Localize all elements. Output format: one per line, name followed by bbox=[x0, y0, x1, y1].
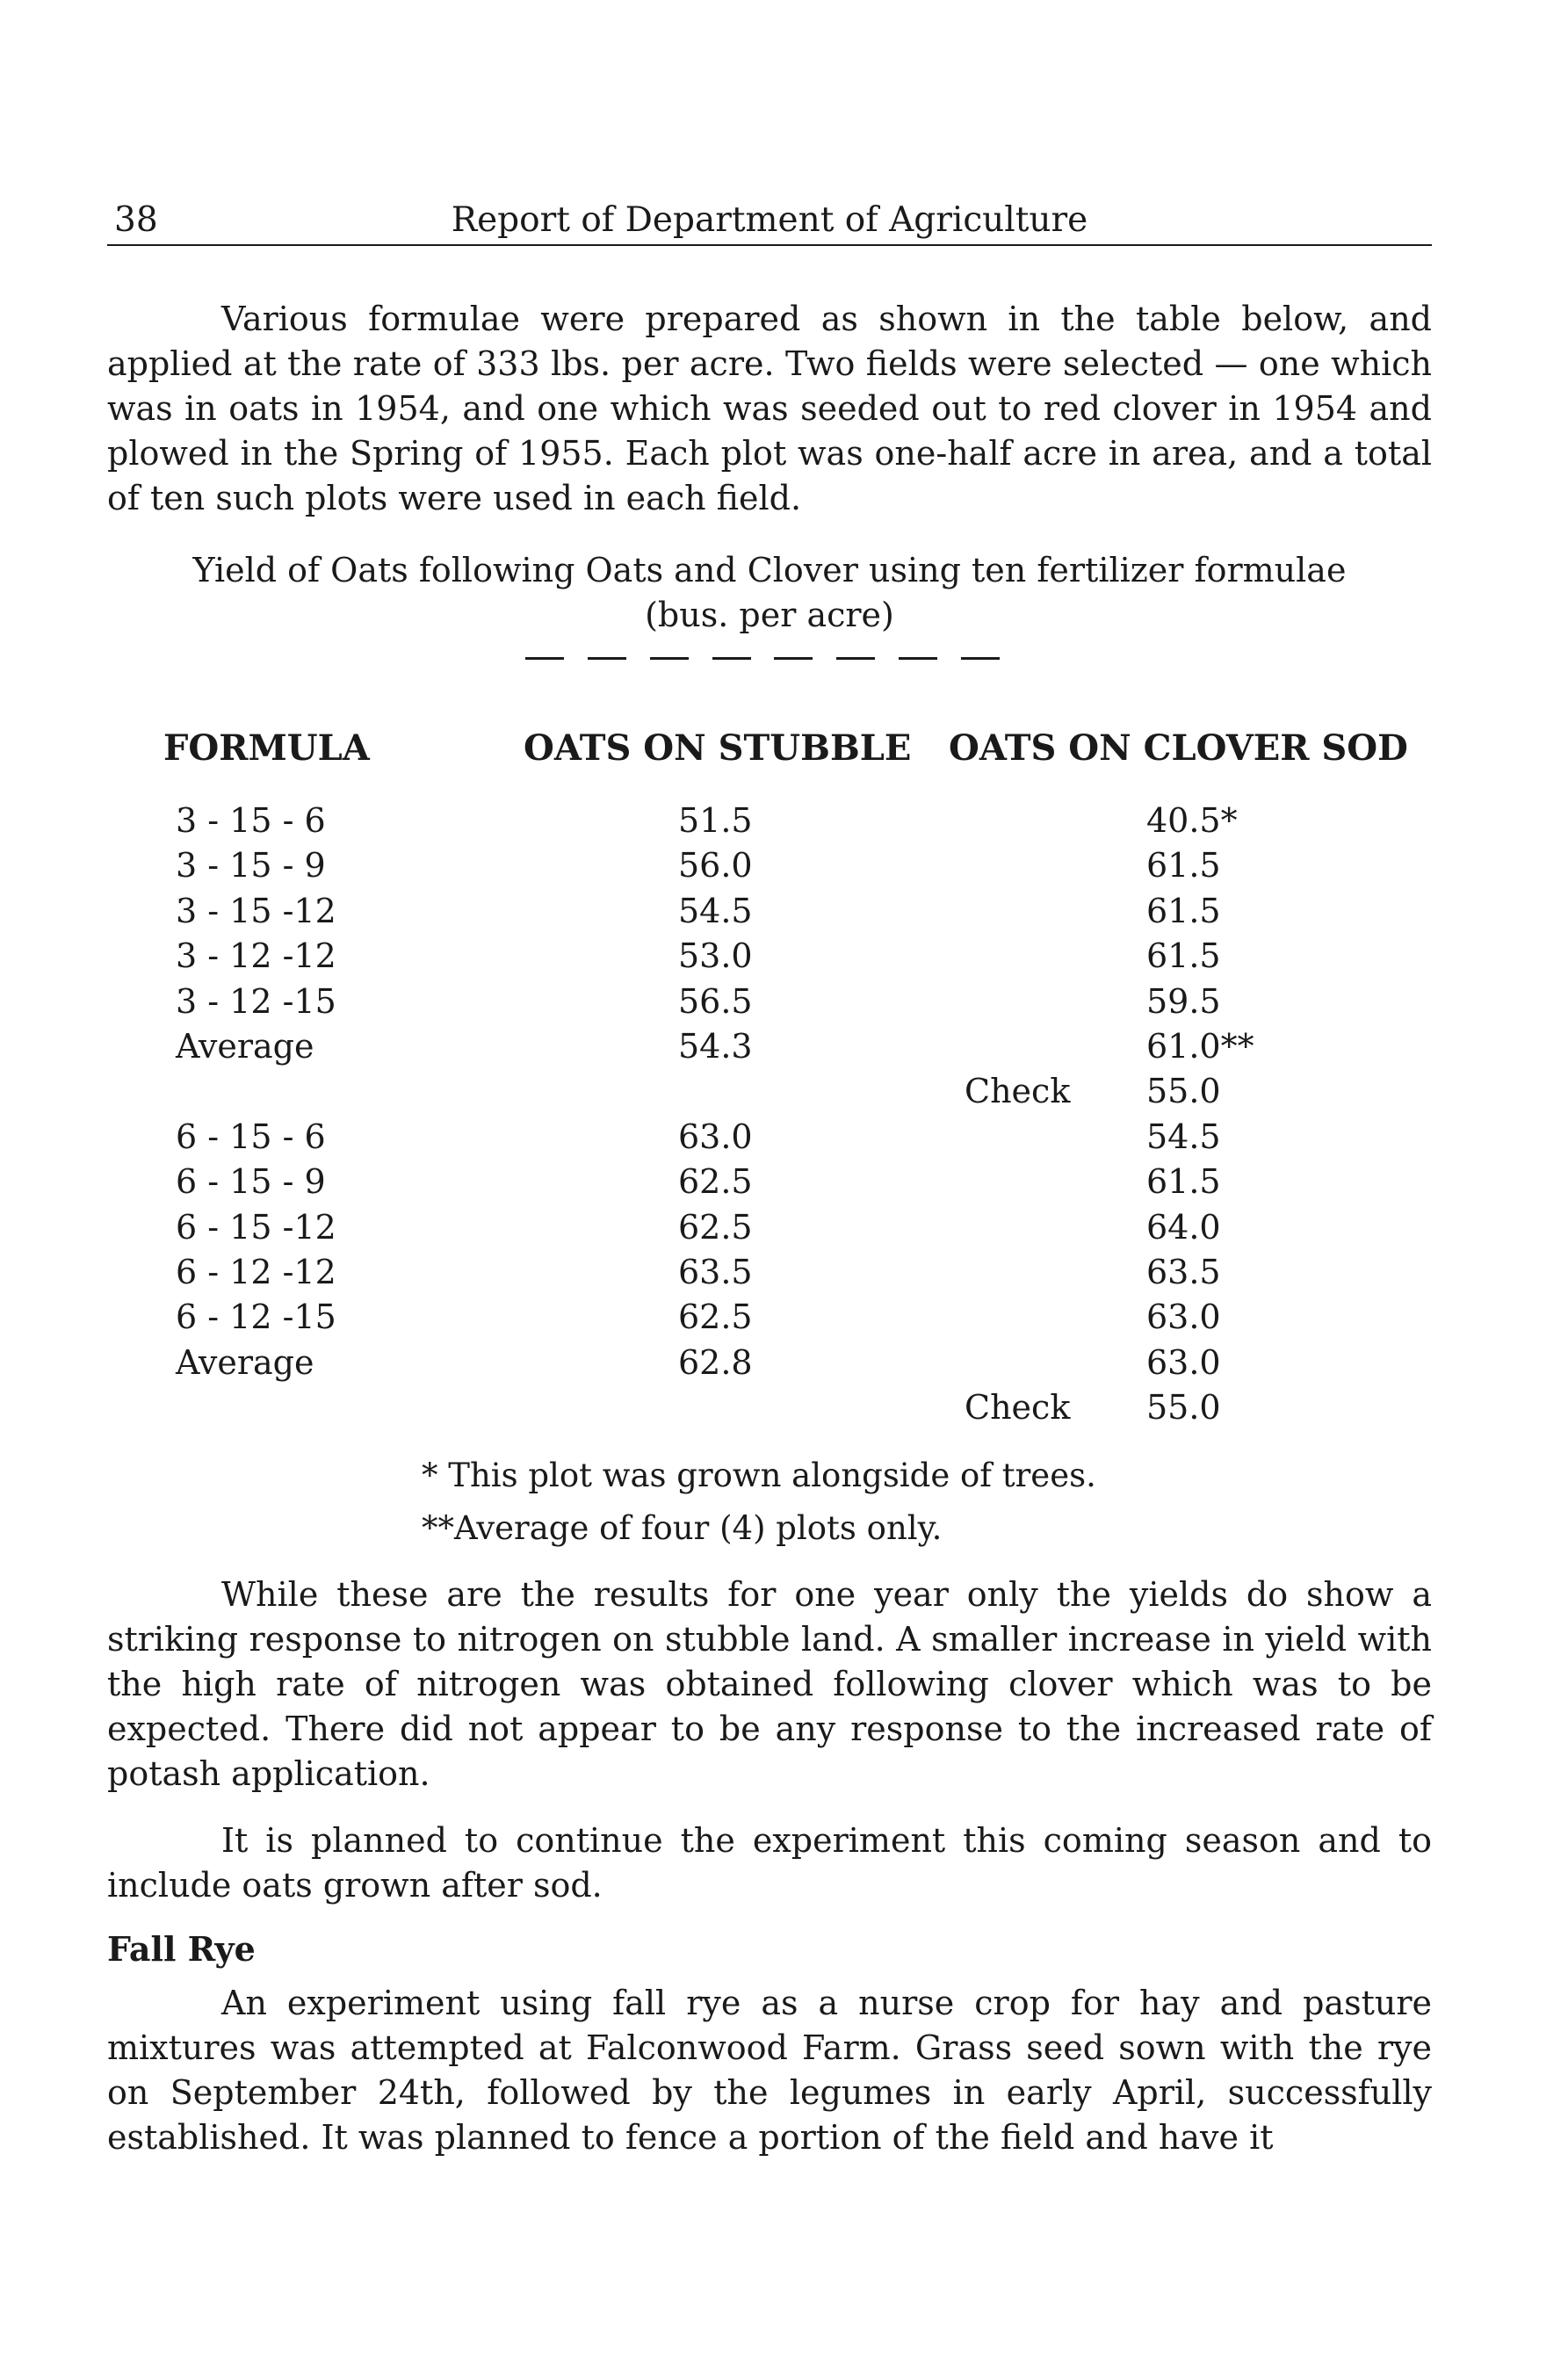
cell-oats-on-stubble: 63.5 bbox=[678, 1253, 753, 1291]
cell-formula: 6 - 15 - 9 bbox=[176, 1162, 326, 1202]
cell-oats-on-stubble: 51.5 bbox=[678, 801, 753, 840]
cell-oats-on-clover-sod: 63.0 bbox=[1146, 1298, 1221, 1337]
cell-oats-on-stubble: 62.5 bbox=[678, 1298, 753, 1337]
cell-oats-on-clover-sod: 54.5 bbox=[1146, 1117, 1221, 1156]
cell-oats-on-stubble: 62.5 bbox=[678, 1207, 753, 1247]
cell-oats-on-stubble: 63.0 bbox=[678, 1117, 753, 1156]
intro-paragraph: Various formulae were prepared as shown in the table below, and applied at the rate of 333 lbs. per acre. Two fields were selected — one which was in oats in 1954, and one which was seeded out to red clover in 1954 and plowed in the Spring of 1955. Each plot was one-half acre in area, and a total of ten such plots were used in each field. bbox=[107, 300, 1432, 517]
section-heading-fall-rye: Fall Rye bbox=[107, 1929, 256, 1969]
footnote-average: **Average of four (4) plots only. bbox=[422, 1509, 943, 1547]
cell-oats-on-clover-sod: 63.5 bbox=[1146, 1253, 1221, 1291]
page-number: 38 bbox=[114, 200, 158, 240]
cell-oats-on-clover-sod: 61.5 bbox=[1146, 891, 1221, 930]
results-paragraph: While these are the results for one year only the yields do show a striking response to nitrogen on stubble land. A smaller increase in yield with the high rate of nitrogen was obtained following clover which was to be expected. There did not appear to be any response to the increased rate of potash application. bbox=[107, 1575, 1432, 1793]
table-caption: Yield of Oats following Oats and Clover using ten fertilizer formulae bbox=[192, 551, 1347, 589]
header-formula: FORMULA bbox=[163, 727, 370, 769]
cell-check-label: Check bbox=[965, 1388, 1071, 1428]
cell-formula: 3 - 15 -12 bbox=[176, 891, 336, 930]
cell-formula: 3 - 12 -15 bbox=[176, 981, 336, 1021]
cell-oats-on-stubble: 53.0 bbox=[678, 936, 753, 976]
cell-formula: Average bbox=[176, 1342, 314, 1382]
cell-formula: 6 - 12 -12 bbox=[176, 1253, 336, 1291]
cell-oats-on-clover-sod: 61.5 bbox=[1146, 1162, 1221, 1202]
cell-formula: 3 - 12 -12 bbox=[176, 936, 336, 976]
cell-formula: 3 - 15 - 9 bbox=[176, 846, 326, 886]
cell-oats-on-stubble: 62.5 bbox=[678, 1162, 753, 1202]
running-title: Report of Department of Agriculture bbox=[451, 200, 1088, 240]
footnote-trees: * This plot was grown alongside of trees. bbox=[422, 1457, 1096, 1494]
plan-paragraph: It is planned to continue the experiment this coming season and to include oats grown after sod. bbox=[107, 1821, 1432, 1905]
cell-oats-on-clover-sod: 59.5 bbox=[1146, 981, 1221, 1021]
cell-oats-on-stubble: 54.3 bbox=[678, 1027, 753, 1066]
cell-oats-on-stubble: 56.0 bbox=[678, 846, 753, 886]
header-oats-on-clover-sod: OATS ON CLOVER SOD bbox=[949, 727, 1408, 769]
cell-oats-on-clover-sod: 55.0 bbox=[1146, 1072, 1221, 1111]
cell-oats-on-clover-sod: 40.5* bbox=[1146, 801, 1238, 840]
table-caption-units: (bus. per acre) bbox=[645, 596, 894, 634]
cell-oats-on-stubble: 56.5 bbox=[678, 981, 753, 1021]
header-oats-on-stubble: OATS ON STUBBLE bbox=[524, 727, 912, 769]
cell-oats-on-clover-sod: 55.0 bbox=[1146, 1388, 1221, 1428]
cell-oats-on-clover-sod: 61.5 bbox=[1146, 846, 1221, 886]
cell-oats-on-stubble: 62.8 bbox=[678, 1342, 753, 1382]
cell-oats-on-clover-sod: 64.0 bbox=[1146, 1207, 1221, 1247]
cell-formula: 6 - 12 -15 bbox=[176, 1298, 336, 1337]
dash-separator bbox=[525, 657, 1000, 675]
cell-oats-on-clover-sod: 63.0 bbox=[1146, 1342, 1221, 1382]
cell-oats-on-stubble: 54.5 bbox=[678, 891, 753, 930]
cell-formula: Average bbox=[176, 1027, 314, 1066]
cell-formula: 6 - 15 - 6 bbox=[176, 1117, 326, 1156]
fall-rye-paragraph: An experiment using fall rye as a nurse crop for hay and pasture mixtures was attempted at Falconwood Farm. Grass seed sown with the rye on September 24th, followed by the legumes in early April, successfully established. It was planned to fence a portion of the field and have it bbox=[107, 1984, 1432, 2157]
page-header bbox=[107, 199, 1432, 246]
cell-formula: 3 - 15 - 6 bbox=[176, 801, 326, 840]
cell-check-label: Check bbox=[965, 1072, 1071, 1111]
cell-formula: 6 - 15 -12 bbox=[176, 1207, 336, 1247]
cell-oats-on-clover-sod: 61.0** bbox=[1146, 1027, 1254, 1066]
cell-oats-on-clover-sod: 61.5 bbox=[1146, 936, 1221, 976]
